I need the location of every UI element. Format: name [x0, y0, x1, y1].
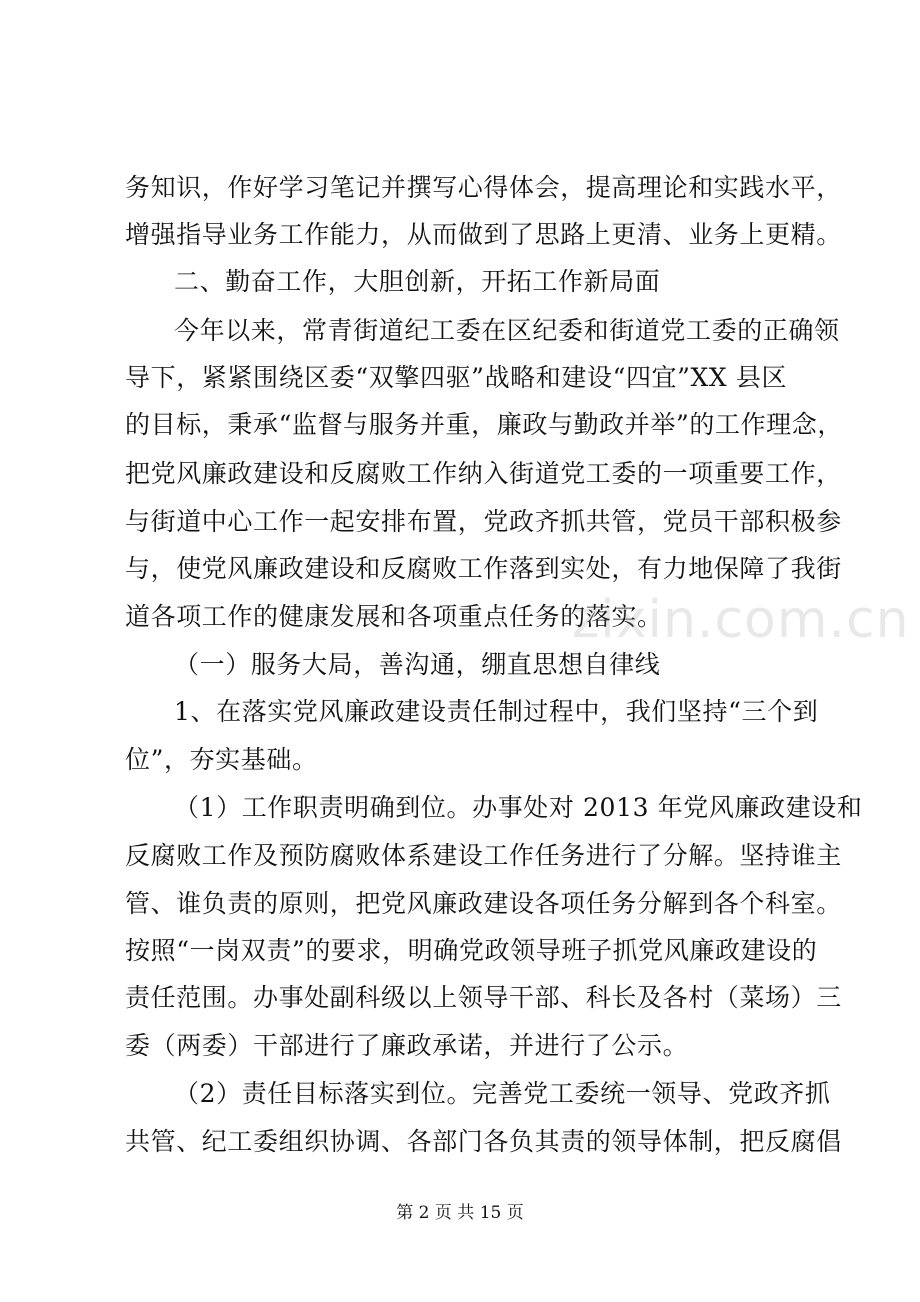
text-line: 责任范围。办事处副科级以上领导干部、科长及各村（菜场）三: [125, 983, 842, 1012]
text-line: 共管、纪工委组织协调、各部门各负其责的领导体制，把反腐倡: [125, 1127, 842, 1156]
text-line: 的目标，秉承“监督与服务并重，廉政与勤政并举”的工作理念，: [125, 410, 843, 439]
text-line: （1）工作职责明确到位。办事处对 2013 年党风廉政建设和: [174, 793, 863, 822]
text-line: 反腐败工作及预防腐败体系建设工作任务进行了分解。坚持谁主: [125, 841, 842, 870]
text-line: 1、在落实党风廉政建设责任制过程中，我们坚持“三个到: [174, 697, 819, 726]
text-line: 道各项工作的健康发展和各项重点任务的落实。: [125, 602, 663, 631]
text-line: 把党风廉政建设和反腐败工作纳入街道党工委的一项重要工作，: [125, 459, 842, 488]
text-line: 增强指导业务工作能力，从而做到了思路上更清、业务上更精。: [125, 220, 842, 249]
subsection-heading: （一）服务大局，善沟通，绷直思想自律线: [174, 650, 661, 679]
text-line: 务知识，作好学习笔记并撰写心得体会，提高理论和实践水平，: [125, 173, 842, 202]
watermark: zixin.com.cn: [572, 590, 910, 650]
text-line: 与，使党风廉政建设和反腐败工作落到实处，有力地保障了我街: [125, 554, 842, 583]
text-line: 位”，夯实基础。: [125, 745, 318, 774]
text-line: 管、谁负责的原则，把党风廉政建设各项任务分解到各个科室。: [125, 889, 842, 918]
text-line: 与街道中心工作一起安排布置，党政齐抓共管，党员干部积极参: [125, 507, 842, 536]
page-footer: 第 2 页 共 15 页: [396, 1203, 524, 1223]
text-line: 今年以来，常青街道纪工委在区纪委和街道党工委的正确领: [174, 316, 840, 345]
text-line: 导下，紧紧围绕区委“双擎四驱”战略和建设“四宜”XX 县区: [125, 363, 788, 392]
text-line: 按照“一岗双责”的要求，明确党政领导班子抓党风廉政建设的: [125, 936, 818, 965]
text-line: （2）责任目标落实到位。完善党工委统一领导、党政齐抓: [174, 1079, 831, 1108]
text-line: 委（两委）干部进行了廉政承诺，并进行了公示。: [125, 1031, 689, 1060]
section-heading: 二、勤奋工作，大胆创新，开拓工作新局面: [174, 267, 661, 296]
